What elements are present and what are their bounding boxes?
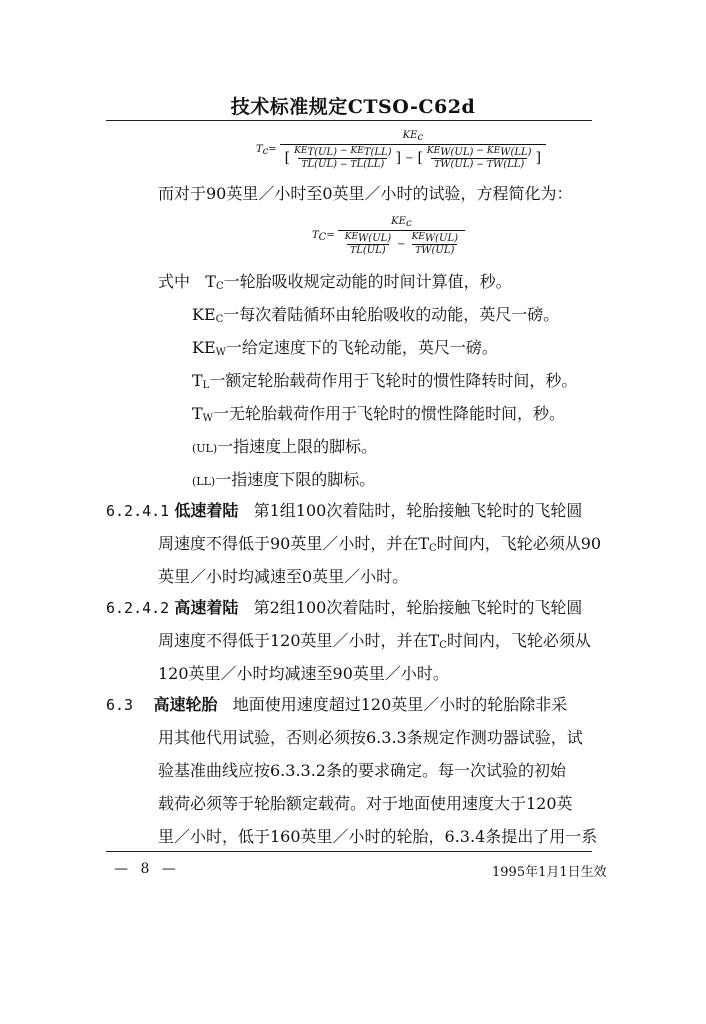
- definition-kec: $KE_C$一每次着陆循环由轮胎吸收的动能，英尺一磅。: [192, 305, 560, 325]
- section-6241-title: 低速着陆: [174, 501, 239, 520]
- formula2-term1: KEW(UL) T L(UL): [344, 232, 392, 256]
- section-6241-number: 6.2.4.1: [106, 502, 170, 520]
- section-6242-title: 高速着陆: [174, 598, 239, 617]
- footer-rule: [106, 851, 592, 852]
- formula2-term2: KEW(UL) T W(UL): [411, 232, 459, 256]
- section-63-line3: 验基准曲线应按6.3.3.2条的要求确定。每一次试验的初始: [158, 761, 566, 780]
- section-6242-line2: 周速度不得低于120英里／小时，并在$T_C$时间内，飞轮必须从: [158, 631, 591, 651]
- section-63-line4: 载荷必须等于轮胎额定载荷。对于地面使用速度大于120英: [158, 794, 573, 813]
- section-63-line1: 6.3 高速轮胎 地面使用速度超过120英里／小时的轮胎除非采: [106, 695, 568, 714]
- formula1-main-fraction: [280, 130, 546, 170]
- definition-kew: $KE_W$一给定速度下的飞轮动能，英尺一磅。: [192, 338, 498, 358]
- section-6242-line3: 120英里／小时均减速至90英里／小时。: [158, 664, 449, 683]
- section-6242-line1: 6.2.4.2 高速着陆 第2组100次着陆时，轮胎接触飞轮时的飞轮圆: [106, 598, 583, 617]
- section-6241-line2: 周速度不得低于90英里／小时，并在$T_C$时间内，飞轮必须从90: [158, 534, 602, 554]
- header-rule: [106, 120, 592, 121]
- formula2-lhs: TC=: [312, 229, 335, 243]
- section-63-title: 高速轮胎: [153, 695, 218, 714]
- formula-tc-simplified: [312, 216, 465, 256]
- formula2-main-fraction: [338, 216, 465, 256]
- formula1-numerator: KEc: [402, 130, 424, 143]
- formula1-lhs: Tc=: [256, 143, 277, 157]
- definition-tl: $T_L$一额定轮胎载荷作用于飞轮时的惯性降转时间，秒。: [192, 371, 578, 391]
- section-6241-line1: 6.2.4.1 低速着陆 第1组100次着陆时，轮胎接触飞轮时的飞轮圆: [106, 501, 583, 520]
- formula1-term1: KET(UL) − KET(LL) T L(UL) − T L(LL): [294, 146, 392, 170]
- formula1-term2: KEW(UL) − KEW(LL) T W(UL) − T W(LL): [426, 146, 532, 170]
- section-6241-line3: 英里／小时均减速至0英里／小时。: [158, 567, 409, 586]
- document-header-title: 技术标准规定CTSO-C62d: [230, 96, 476, 118]
- formula2-numerator: KEc: [391, 216, 412, 229]
- definition-ll: (LL)一指速度下限的脚标。: [192, 470, 376, 489]
- section-63-number: 6.3: [106, 696, 134, 714]
- formula2-denominator: KEW(UL) T L(UL) − KEW(UL) T W(UL): [338, 230, 465, 256]
- definition-ul: (UL)一指速度上限的脚标。: [192, 437, 378, 456]
- intro-line: 而对于90英里／小时至0英里／小时的试验，方程简化为：: [158, 184, 573, 203]
- definition-tc: 式中 $T_C$一轮胎吸收规定动能的时间计算值，秒。: [158, 272, 512, 292]
- page-number: — 8 —: [114, 861, 180, 877]
- section-6242-number: 6.2.4.2: [106, 599, 170, 617]
- formula-tc-general: [256, 130, 546, 170]
- section-63-line5: 里／小时，低于160英里／小时的轮胎，6.3.4条提出了用一系: [158, 827, 598, 846]
- effective-date: 1995年1月1日生效: [492, 865, 607, 880]
- definition-tw: $T_W$一无轮胎载荷作用于飞轮时的惯性降能时间，秒。: [192, 404, 565, 424]
- formula1-denominator: [ KET(UL) − KET(LL) T L(UL) − T L(LL) ] − [ KEW(UL) − KEW(LL) T W(UL) − T W(LL) ]: [280, 144, 546, 170]
- section-63-line2: 用其他代用试验，否则必须按6.3.3条规定作测功器试验，试: [158, 728, 583, 747]
